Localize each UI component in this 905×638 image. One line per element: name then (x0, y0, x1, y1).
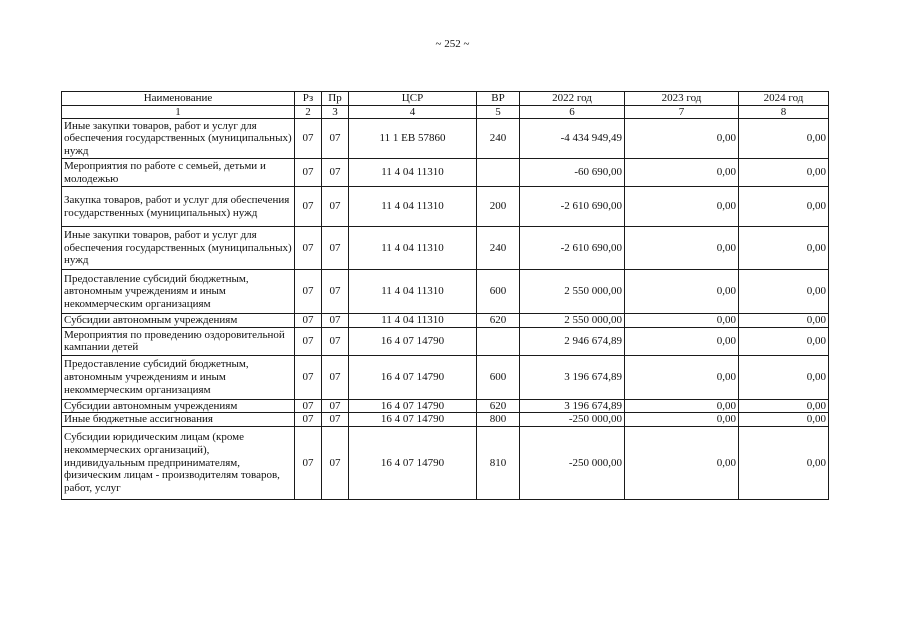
row-name: Иные бюджетные ассигнования (62, 413, 295, 427)
row-vr: 600 (477, 270, 520, 314)
table-row (62, 399, 829, 413)
row-rz: 07 (295, 413, 322, 427)
row-2023: 0,00 (625, 119, 739, 159)
row-2023: 0,00 (625, 399, 739, 413)
row-2024: 0,00 (739, 119, 829, 159)
table-row (62, 355, 829, 399)
row-vr: 240 (477, 119, 520, 159)
row-pr: 07 (322, 270, 349, 314)
row-rz: 07 (295, 227, 322, 270)
column-number: 6 (520, 105, 625, 119)
row-2023: 0,00 (625, 413, 739, 427)
row-2022: 3 196 674,89 (520, 399, 625, 413)
header-name: Наименование (62, 92, 295, 106)
row-pr: 07 (322, 314, 349, 328)
row-2022: -4 434 949,49 (520, 119, 625, 159)
row-2022: 2 946 674,89 (520, 327, 625, 355)
column-number: 7 (625, 105, 739, 119)
header-csr: ЦСР (349, 92, 477, 106)
column-number: 5 (477, 105, 520, 119)
row-csr: 16 4 07 14790 (349, 426, 477, 499)
row-name: Предоставление субсидий бюджетным, автономным учреждениям и иным некоммерческим организациям (62, 270, 295, 314)
row-2024: 0,00 (739, 327, 829, 355)
row-2024: 0,00 (739, 426, 829, 499)
column-number: 4 (349, 105, 477, 119)
row-vr (477, 159, 520, 187)
row-rz: 07 (295, 187, 322, 227)
row-rz: 07 (295, 270, 322, 314)
row-name: Мероприятия по проведению оздоровительной кампании детей (62, 327, 295, 355)
row-rz: 07 (295, 119, 322, 159)
row-pr: 07 (322, 399, 349, 413)
table-row (62, 119, 829, 159)
row-2022: 2 550 000,00 (520, 314, 625, 328)
row-2022: -250 000,00 (520, 426, 625, 499)
row-vr: 810 (477, 426, 520, 499)
row-pr: 07 (322, 187, 349, 227)
row-pr: 07 (322, 119, 349, 159)
row-csr: 16 4 07 14790 (349, 413, 477, 427)
row-2023: 0,00 (625, 187, 739, 227)
row-pr: 07 (322, 227, 349, 270)
row-rz: 07 (295, 159, 322, 187)
table-row (62, 270, 829, 314)
table-row (62, 314, 829, 328)
page-number: ~ 252 ~ (435, 38, 470, 50)
column-number: 8 (739, 105, 829, 119)
row-2024: 0,00 (739, 399, 829, 413)
row-name: Закупка товаров, работ и услуг для обеспечения государственных (муниципальных) нужд (62, 187, 295, 227)
table-row (62, 413, 829, 427)
row-csr: 11 4 04 11310 (349, 159, 477, 187)
row-2023: 0,00 (625, 227, 739, 270)
row-2024: 0,00 (739, 355, 829, 399)
header-rz: Рз (295, 92, 322, 106)
table-row (62, 227, 829, 270)
row-2024: 0,00 (739, 187, 829, 227)
row-2024: 0,00 (739, 413, 829, 427)
column-number: 2 (295, 105, 322, 119)
column-number: 3 (322, 105, 349, 119)
row-name: Иные закупки товаров, работ и услуг для обеспечения государственных (муниципальных) нужд (62, 119, 295, 159)
row-name: Предоставление субсидий бюджетным, автономным учреждениям и иным некоммерческим организациям (62, 355, 295, 399)
row-2023: 0,00 (625, 426, 739, 499)
row-2023: 0,00 (625, 355, 739, 399)
header-vr: ВР (477, 92, 520, 106)
budget-table (61, 91, 829, 500)
row-csr: 11 4 04 11310 (349, 187, 477, 227)
row-2022: -250 000,00 (520, 413, 625, 427)
row-vr (477, 327, 520, 355)
row-csr: 11 4 04 11310 (349, 314, 477, 328)
row-rz: 07 (295, 355, 322, 399)
row-vr: 600 (477, 355, 520, 399)
row-2024: 0,00 (739, 270, 829, 314)
table-row (62, 327, 829, 355)
row-pr: 07 (322, 426, 349, 499)
row-2023: 0,00 (625, 270, 739, 314)
table-row (62, 159, 829, 187)
row-name: Иные закупки товаров, работ и услуг для обеспечения государственных (муниципальных) нужд (62, 227, 295, 270)
header-2022: 2022 год (520, 92, 625, 106)
row-rz: 07 (295, 426, 322, 499)
row-rz: 07 (295, 314, 322, 328)
row-csr: 16 4 07 14790 (349, 355, 477, 399)
row-vr: 800 (477, 413, 520, 427)
row-2024: 0,00 (739, 314, 829, 328)
table-row (62, 426, 829, 499)
row-name: Субсидии юридическим лицам (кроме некоммерческих организаций), индивидуальным предпринимателям, физическим лицам - производителям товаров, работ, услуг (62, 426, 295, 499)
row-pr: 07 (322, 355, 349, 399)
row-2023: 0,00 (625, 327, 739, 355)
row-vr: 620 (477, 314, 520, 328)
row-vr: 620 (477, 399, 520, 413)
row-pr: 07 (322, 159, 349, 187)
row-csr: 16 4 07 14790 (349, 327, 477, 355)
row-2022: -2 610 690,00 (520, 187, 625, 227)
row-name: Субсидии автономным учреждениям (62, 399, 295, 413)
row-name: Субсидии автономным учреждениям (62, 314, 295, 328)
row-2024: 0,00 (739, 227, 829, 270)
row-vr: 240 (477, 227, 520, 270)
table-header-row (62, 92, 829, 106)
row-2022: 3 196 674,89 (520, 355, 625, 399)
column-number: 1 (62, 105, 295, 119)
column-number-row (62, 105, 829, 119)
row-rz: 07 (295, 327, 322, 355)
row-2023: 0,00 (625, 314, 739, 328)
row-csr: 16 4 07 14790 (349, 399, 477, 413)
row-2024: 0,00 (739, 159, 829, 187)
header-2024: 2024 год (739, 92, 829, 106)
row-csr: 11 4 04 11310 (349, 270, 477, 314)
table-row (62, 187, 829, 227)
header-2023: 2023 год (625, 92, 739, 106)
header-pr: Пр (322, 92, 349, 106)
row-2022: -60 690,00 (520, 159, 625, 187)
row-csr: 11 4 04 11310 (349, 227, 477, 270)
row-rz: 07 (295, 399, 322, 413)
row-name: Мероприятия по работе с семьей, детьми и молодежью (62, 159, 295, 187)
row-vr: 200 (477, 187, 520, 227)
row-pr: 07 (322, 327, 349, 355)
row-2022: -2 610 690,00 (520, 227, 625, 270)
row-csr: 11 1 EB 57860 (349, 119, 477, 159)
row-2023: 0,00 (625, 159, 739, 187)
row-pr: 07 (322, 413, 349, 427)
row-2022: 2 550 000,00 (520, 270, 625, 314)
